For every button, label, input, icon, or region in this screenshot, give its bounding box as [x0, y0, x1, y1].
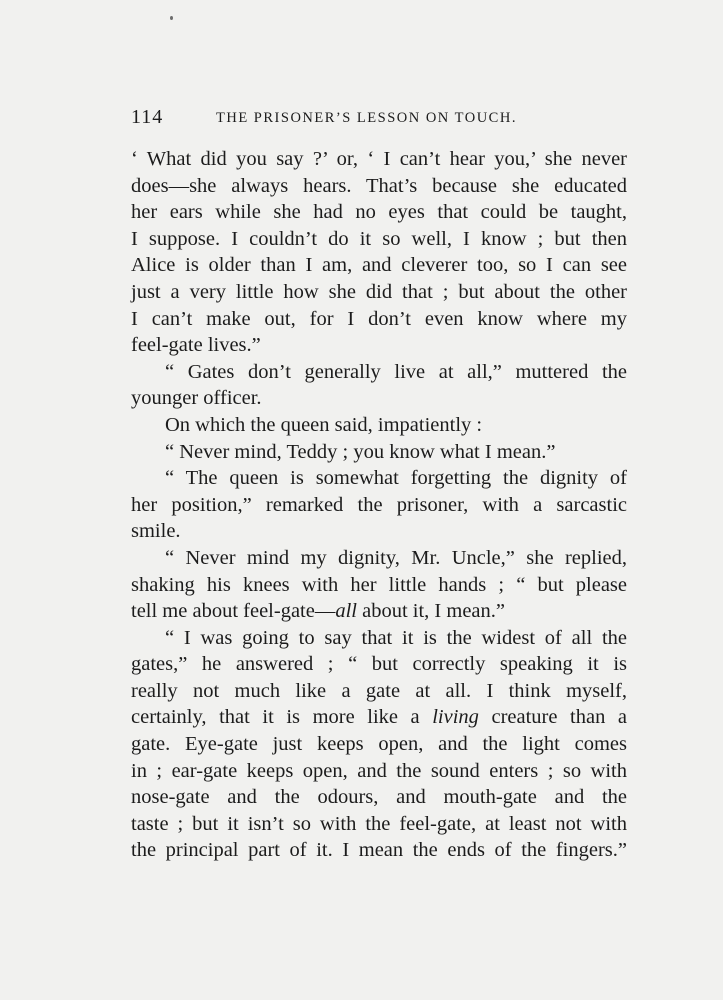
page-number: 114	[131, 106, 164, 128]
paragraph-first-line: “ The queen is somewhat forgetting the dignity of	[165, 467, 627, 490]
text-run: certainly, that it is more like a	[131, 706, 433, 729]
text-line: I can’t make out, for I don’t even know where my	[131, 307, 627, 330]
text-run: about it, I mean.”	[357, 600, 506, 623]
text-line: smile.	[131, 520, 181, 543]
text-line: her position,” remarked the prisoner, with a sarcastic	[131, 493, 627, 516]
text-line: does—she always hears. That’s because she educated	[131, 174, 627, 197]
paragraph-first-line: On which the queen said, impatiently :	[165, 413, 483, 436]
italic-emphasis: living	[432, 706, 479, 729]
text-line: really not much like a gate at all. I think myself,	[131, 679, 627, 702]
paragraph-first-line: “ Never mind my dignity, Mr. Uncle,” she replied,	[165, 546, 627, 569]
text-line: feel-gate lives.”	[131, 334, 261, 357]
paragraph-first-line: “ Never mind, Teddy ; you know what I mean.”	[165, 440, 556, 463]
text-line: gate. Eye-gate just keeps open, and the light comes	[131, 733, 627, 756]
paragraph-first-line: “ Gates don’t generally live at all,” muttered the	[165, 360, 627, 383]
body-text	[131, 146, 627, 864]
paragraph-first-line: “ I was going to say that it is the widest of all the	[165, 626, 627, 649]
text-line: her ears while she had no eyes that could be taught,	[131, 201, 627, 224]
text-line: taste ; but it isn’t so with the feel-gate, at least not with	[131, 812, 627, 835]
text-run: creature than a	[478, 706, 627, 729]
text-line: gates,” he answered ; “ but correctly speaking it is	[131, 653, 627, 676]
text-line: the principal part of it. I mean the ends of the fingers.”	[131, 839, 627, 862]
text-run: tell me about feel-gate—	[131, 600, 336, 623]
text-line: shaking his knees with her little hands ; “ but please	[131, 573, 627, 596]
text-line: nose-gate and the odours, and mouth-gate and the	[131, 786, 627, 809]
text-line: Alice is older than I am, and cleverer too, so I can see	[131, 254, 627, 277]
text-line	[131, 704, 627, 731]
italic-emphasis: all	[335, 600, 357, 623]
running-title: THE PRISONER’S LESSON ON TOUCH.	[216, 110, 517, 126]
running-head	[131, 106, 631, 132]
text-line: in ; ear-gate keeps open, and the sound enters ; so with	[131, 759, 627, 782]
text-line: just a very little how she did that ; but about the other	[131, 280, 627, 303]
text-line: I suppose. I couldn’t do it so well, I know ; but then	[131, 227, 627, 250]
ink-speck	[170, 16, 173, 20]
text-line	[131, 598, 627, 625]
text-line: younger officer.	[131, 387, 262, 410]
text-line: ‘ What did you say ?’ or, ‘ I can’t hear you,’ she never	[131, 148, 627, 170]
